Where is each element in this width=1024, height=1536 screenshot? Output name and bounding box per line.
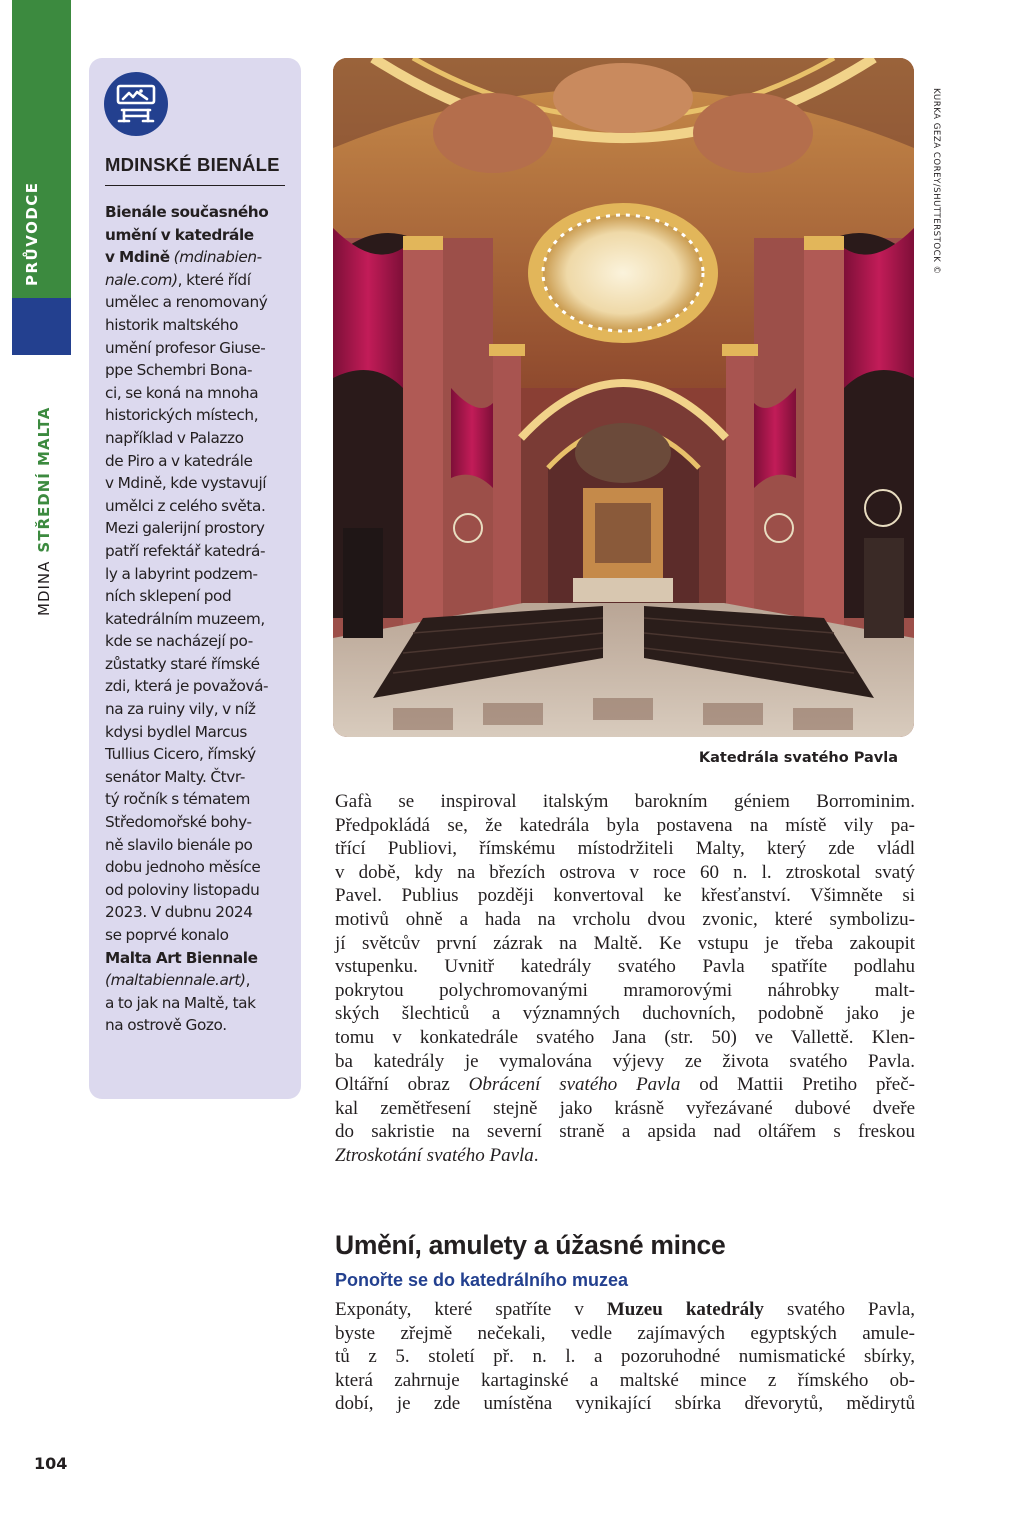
sidebar-line — [105, 788, 283, 811]
sidebar-line — [105, 924, 283, 947]
text-run: ly a labyrint podzem- — [105, 564, 258, 583]
sidebar-box — [89, 58, 301, 1099]
bold-text: umění v katedrále — [105, 225, 254, 244]
text-line — [335, 861, 915, 885]
text-line — [335, 1144, 915, 1168]
text-run: Středomořské bohy- — [105, 813, 252, 832]
text-run: tů z 5. století př. n. l. a pozoruhodné numismatické sbírky, — [335, 1346, 915, 1368]
text-run: dobí, je zde umístěna vynikající sbírka dřevorytů, mědirytů — [335, 1393, 915, 1415]
sidebar-line — [105, 698, 283, 721]
bold-text: v Mdině — [105, 248, 170, 267]
text-run: historických místech, — [105, 406, 259, 425]
text-run: na za ruiny vily, v níž — [105, 700, 256, 719]
text-run: kdysi bydlel Marcus — [105, 722, 247, 741]
text-line — [335, 814, 915, 838]
sidebar-text — [105, 201, 283, 1037]
text-line — [335, 1026, 915, 1050]
text-line — [335, 1369, 915, 1393]
sidebar-divider — [105, 185, 285, 186]
text-run: v Mdině, kde vystavují — [105, 474, 267, 493]
text-run: tý ročník s tématem — [105, 790, 251, 809]
sidebar-line — [105, 901, 283, 924]
text-run: umělci z celého světa. — [105, 496, 266, 515]
text-line — [335, 1298, 915, 1322]
running-header-chapter: STŘEDNÍ MALTA — [35, 406, 53, 553]
museum-paragraph — [335, 1298, 915, 1416]
photo-credit: KURKA GEZA COREY/SHUTTERSTOCK © — [931, 88, 941, 275]
text-run: do sakristie na severní straně a apsida nad oltářem s freskou — [335, 1121, 915, 1143]
text-line — [335, 979, 915, 1003]
text-line — [335, 884, 915, 908]
text-run: ppe Schembri Bona- — [105, 361, 253, 380]
text-run: Gafà se inspiroval italským barokním géniem Borrominim. — [335, 791, 915, 812]
italic-text: Ztroskotání svatého Pavla — [335, 1144, 534, 1166]
text-run: třící Publiovi, římskému místodržiteli Malty, který zde vládl — [335, 838, 915, 860]
text-run: ních sklepení pod — [105, 587, 232, 606]
text-run: zdi, která je považová- — [105, 677, 269, 696]
sidebar-line — [105, 495, 283, 518]
sidebar-line — [105, 947, 283, 970]
sidebar-line — [105, 450, 283, 473]
text-line — [335, 790, 915, 814]
sidebar-line — [105, 630, 283, 653]
sidebar-line — [105, 563, 283, 586]
text-line — [335, 1097, 915, 1121]
text-run: pokrytou polychromovanými mramorovými náhrobky malt- — [335, 979, 915, 1001]
sidebar-line — [105, 856, 283, 879]
text-run: tomu v konkatedrále svatého Jana (str. 50) ve Vallettě. Klen- — [335, 1026, 915, 1048]
text-run: ba katedrály je vymalována výjevy ze života svatého Pavla. — [335, 1050, 915, 1072]
sidebar-line — [105, 721, 283, 744]
guide-tab-accent — [12, 298, 71, 355]
sidebar-line — [105, 766, 283, 789]
text-run: Oltářní obraz — [335, 1074, 469, 1096]
guide-tab — [12, 0, 71, 298]
text-run: Pavel. Publius později konvertoval ke křesťanství. Všimněte si — [335, 885, 915, 907]
guide-tab-label: PRŮVODCE — [23, 181, 41, 286]
bold-text: Muzeu katedrály — [606, 1299, 764, 1320]
text-run: ně slavilo bienále po — [105, 835, 253, 854]
text-run: v době, kdy na březích ostrova v roce 60 n. l. ztroskotal svatý — [335, 861, 915, 883]
text-run: de Piro a v katedrále — [105, 451, 253, 470]
text-line — [335, 908, 915, 932]
text-run: byste zřejmě nečekali, vedle zajímavých egyptských amule- — [335, 1322, 915, 1344]
text-line — [335, 955, 915, 979]
text-run: například v Palazzo — [105, 428, 244, 447]
page-number: 104 — [34, 1454, 68, 1473]
text-line — [335, 1073, 915, 1097]
sidebar-line — [105, 291, 283, 314]
art-gallery-icon — [104, 72, 168, 136]
text-line — [335, 1322, 915, 1346]
sidebar-line — [105, 608, 283, 631]
text-run: ských šlechticů a významných duchovních, podobně jako je — [335, 1003, 915, 1025]
text-run: historik maltského — [105, 315, 239, 334]
text-run: a to jak na Maltě, tak — [105, 993, 256, 1012]
sidebar-line — [105, 540, 283, 563]
sidebar-line — [105, 517, 283, 540]
italic-text: (mdinabien- — [173, 248, 262, 267]
section-heading: Umění, amulety a úžasné mince — [335, 1230, 726, 1260]
italic-text: (maltabiennale.art) — [105, 971, 246, 990]
sidebar-line — [105, 224, 283, 247]
sidebar-line — [105, 992, 283, 1015]
sidebar-line — [105, 201, 283, 224]
text-line — [335, 932, 915, 956]
sidebar-line — [105, 404, 283, 427]
text-line — [335, 1392, 915, 1416]
italic-text: Obrácení svatého Pavla — [468, 1074, 681, 1096]
text-run: kal zemětřesení stejně jako krásně vyřezávané dubové dveře — [335, 1097, 915, 1119]
sidebar-line — [105, 1014, 283, 1037]
text-run: Předpokládá se, že katedrála byla postavena na místě vily pa- — [335, 814, 915, 836]
text-line — [335, 1002, 915, 1026]
text-run: kde se nacházejí po- — [105, 632, 253, 651]
text-run: , — [245, 971, 251, 990]
section-subheading: Ponořte se do katedrálního muzea — [335, 1270, 629, 1290]
text-line — [335, 1120, 915, 1144]
sidebar-line — [105, 269, 283, 292]
text-run: senátor Malty. Čtvr- — [105, 767, 245, 786]
text-run: na ostrově Gozo. — [105, 1016, 227, 1035]
text-run: vstupenku. Uvnitř katedrály svatého Pavla spatříte podlahu — [335, 956, 915, 978]
text-run: . — [533, 1144, 539, 1166]
sidebar-line — [105, 675, 283, 698]
text-run: ci, se koná na mnoha — [105, 383, 259, 402]
photo-caption: Katedrála svatého Pavla — [698, 750, 898, 766]
cathedral-photo — [333, 58, 914, 737]
text-run: 2023. V dubnu 2024 — [105, 903, 253, 922]
sidebar-line — [105, 314, 283, 337]
text-run: umělec a renomovaný — [105, 293, 268, 312]
text-run: dobu jednoho měsíce — [105, 858, 261, 877]
sidebar-line — [105, 472, 283, 495]
text-run: která zahrnuje kartaginské a maltské mince z římského ob- — [335, 1369, 915, 1391]
text-run: Tullius Cicero, římský — [105, 745, 256, 764]
text-run: svatého Pavla, — [763, 1299, 915, 1320]
text-run: Mezi galerijní prostory — [105, 519, 265, 538]
text-run: se poprvé konalo — [105, 926, 229, 944]
text-line — [335, 1050, 915, 1074]
sidebar-line — [105, 811, 283, 834]
text-line — [335, 837, 915, 861]
sidebar-line — [105, 337, 283, 360]
sidebar-line — [105, 382, 283, 405]
text-run: Exponáty, které spatříte v — [335, 1299, 607, 1320]
sidebar-line — [105, 585, 283, 608]
bold-text: Malta Art Biennale — [105, 948, 258, 967]
main-paragraph — [335, 790, 915, 1168]
sidebar-line — [105, 653, 283, 676]
text-run: umění profesor Giuse- — [105, 338, 266, 357]
text-run: od Mattii Pretiho přeč- — [680, 1074, 915, 1096]
sidebar-line — [105, 834, 283, 857]
running-header — [35, 407, 53, 616]
sidebar-line — [105, 246, 283, 269]
text-run: zůstatky staré římské — [105, 654, 260, 673]
sidebar-line — [105, 743, 283, 766]
text-run: motivů ohně a hada na vrcholu dvou zvonic, které symbolizu- — [335, 908, 915, 930]
sidebar-line — [105, 427, 283, 450]
text-run: , které řídí — [177, 270, 251, 289]
sidebar-line — [105, 359, 283, 382]
text-run: katedrálním muzeem, — [105, 609, 265, 628]
text-line — [335, 1345, 915, 1369]
text-run: patří refektář katedrá- — [105, 541, 266, 560]
bold-text: Bienále současného — [105, 203, 269, 221]
text-run: jí světcův první zázrak na Maltě. Ke vstupu je třeba zakoupit — [335, 932, 915, 954]
text-run: od poloviny listopadu — [105, 880, 260, 899]
sidebar-title: MDINSKÉ BIENÁLE — [105, 154, 280, 175]
italic-text: nale.com) — [105, 270, 178, 289]
running-header-place: MDINA — [35, 560, 53, 616]
sidebar-line — [105, 969, 283, 992]
sidebar-line — [105, 879, 283, 902]
